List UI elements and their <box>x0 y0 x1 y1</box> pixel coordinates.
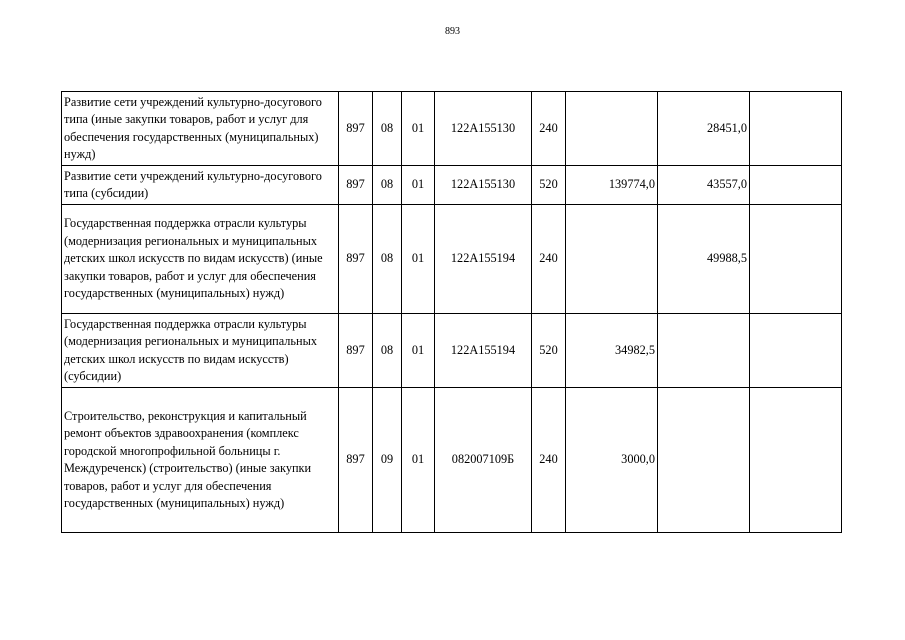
target-article-cell: 122А155130 <box>435 166 532 205</box>
grbs-cell: 897 <box>339 388 373 533</box>
expense-type-cell: 520 <box>532 166 566 205</box>
target-article-cell: 122А155194 <box>435 314 532 388</box>
target-article-cell: 122А155130 <box>435 92 532 166</box>
row-name-cell: Государственная поддержка отрасли культуры (модернизация региональных и муниципальных детских школ искусств по видам искусств) (субсидии) <box>62 314 339 388</box>
row-name-cell: Строительство, реконструкция и капитальный ремонт объектов здравоохранения (комплекс городской многопрофильной больницы г. Междуреченск) (строительство) (иные закупки товаров, работ и услуг для обеспечения государственных (муниципальных) нужд) <box>62 388 339 533</box>
amount-1-cell: 139774,0 <box>566 166 658 205</box>
amount-1-cell: 3000,0 <box>566 388 658 533</box>
page-number: 893 <box>445 26 460 37</box>
amount-3-cell <box>750 314 842 388</box>
table-row <box>62 166 842 205</box>
expense-type-cell: 240 <box>532 205 566 314</box>
budget-table <box>61 91 842 533</box>
amount-3-cell <box>750 166 842 205</box>
grbs-cell: 897 <box>339 205 373 314</box>
amount-2-cell: 49988,5 <box>658 205 750 314</box>
row-name-cell: Развитие сети учреждений культурно-досугового типа (субсидии) <box>62 166 339 205</box>
section-cell: 08 <box>373 166 402 205</box>
grbs-cell: 897 <box>339 314 373 388</box>
row-name-cell: Развитие сети учреждений культурно-досугового типа (иные закупки товаров, работ и услуг для обеспечения государственных (муниципальных) нужд) <box>62 92 339 166</box>
section-cell: 08 <box>373 92 402 166</box>
target-article-cell: 122А155194 <box>435 205 532 314</box>
subsection-cell: 01 <box>402 205 435 314</box>
subsection-cell: 01 <box>402 314 435 388</box>
amount-3-cell <box>750 388 842 533</box>
amount-3-cell <box>750 92 842 166</box>
amount-3-cell <box>750 205 842 314</box>
grbs-cell: 897 <box>339 166 373 205</box>
amount-2-cell <box>658 388 750 533</box>
target-article-cell: 082007109Б <box>435 388 532 533</box>
subsection-cell: 01 <box>402 92 435 166</box>
table-row <box>62 92 842 166</box>
section-cell: 09 <box>373 388 402 533</box>
grbs-cell: 897 <box>339 92 373 166</box>
amount-2-cell <box>658 314 750 388</box>
section-cell: 08 <box>373 205 402 314</box>
subsection-cell: 01 <box>402 166 435 205</box>
table-row <box>62 205 842 314</box>
table-row <box>62 388 842 533</box>
amount-2-cell: 43557,0 <box>658 166 750 205</box>
amount-2-cell: 28451,0 <box>658 92 750 166</box>
amount-1-cell <box>566 92 658 166</box>
expense-type-cell: 520 <box>532 314 566 388</box>
expense-type-cell: 240 <box>532 92 566 166</box>
section-cell: 08 <box>373 314 402 388</box>
amount-1-cell <box>566 205 658 314</box>
subsection-cell: 01 <box>402 388 435 533</box>
amount-1-cell: 34982,5 <box>566 314 658 388</box>
row-name-cell: Государственная поддержка отрасли культуры (модернизация региональных и муниципальных детских школ искусств по видам искусств) (иные закупки товаров, работ и услуг для обеспечения государственных (муниципальных) нужд) <box>62 205 339 314</box>
table-row <box>62 314 842 388</box>
expense-type-cell: 240 <box>532 388 566 533</box>
